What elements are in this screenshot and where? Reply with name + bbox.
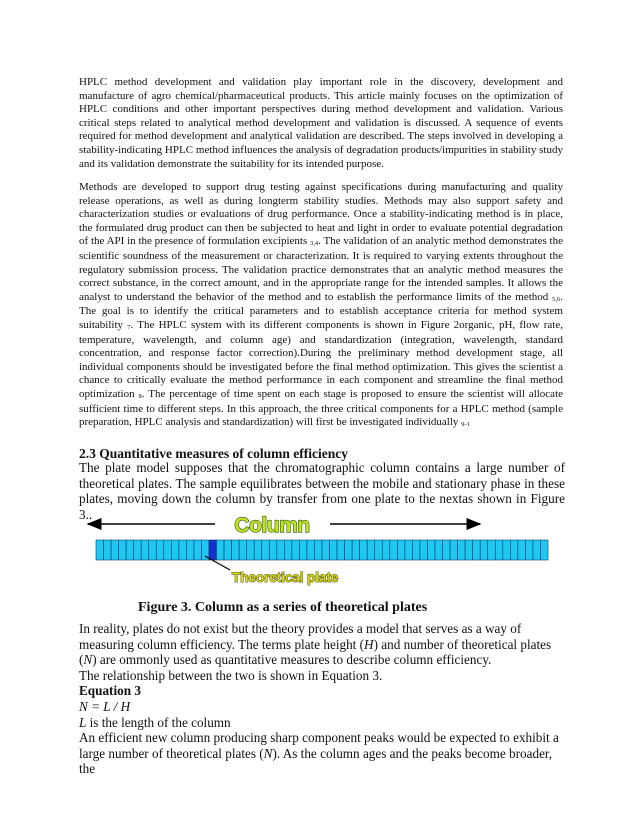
section-heading: 2.3 Quantitative measures of column efficiency bbox=[79, 446, 348, 461]
theoretical-plate bbox=[488, 540, 496, 560]
theoretical-plate bbox=[232, 540, 240, 560]
theoretical-plate bbox=[262, 540, 270, 560]
theoretical-plate bbox=[495, 540, 503, 560]
text-run: . The validation of an analytic method demonstrates the scientific soundness of the measurement or characterization. It is required to varying extents throughout the regulatory submission process. The validation practice demonstrates that an analytic method measures the correct substance, in the correct amount, and in the appropriate range for the intended samples. It allows the analyst to understand the behavior of the method and to establish the performance limits of the method bbox=[79, 235, 563, 303]
theoretical-plate bbox=[412, 540, 420, 560]
theoretical-plate bbox=[375, 540, 383, 560]
theoretical-plate bbox=[450, 540, 458, 560]
theoretical-plate bbox=[360, 540, 368, 560]
theoretical-plate bbox=[284, 540, 292, 560]
equation-label: Equation 3 bbox=[79, 683, 141, 699]
theoretical-plate bbox=[104, 540, 112, 560]
theoretical-plate bbox=[322, 540, 330, 560]
theoretical-plate bbox=[382, 540, 390, 560]
theoretical-plate bbox=[458, 540, 466, 560]
theoretical-plate bbox=[465, 540, 473, 560]
theoretical-plate bbox=[420, 540, 428, 560]
theoretical-plate bbox=[134, 540, 142, 560]
column-title: Column bbox=[234, 514, 310, 537]
text-run: . The HPLC system with its different components is shown in Figure 2organic, pH, flow rate, temperature, wavelength, and column age) and standardization (integration, wavelength, standard concentration, and response factor correction).During the preliminary method development stage, all individual components should be investigated before the final method optimization. This gives the scientist a chance to critically evaluate the method performance in each component and streamline the final method optimization bbox=[79, 318, 563, 400]
theoretical-plate bbox=[518, 540, 526, 560]
theoretical-plate-highlight bbox=[209, 540, 217, 560]
theoretical-plate bbox=[164, 540, 172, 560]
text-line: In reality, plates do not exist but the theory provides a model that serves as a way of measuring column efficiency. The terms plate height (H) and number of theoretical plates (N) are ommonly used as quantitative measures to describe column efficiency. bbox=[79, 621, 552, 668]
theoretical-plate bbox=[503, 540, 511, 560]
theoretical-plate bbox=[141, 540, 149, 560]
theoretical-plate bbox=[96, 540, 104, 560]
theoretical-plate bbox=[292, 540, 300, 560]
theoretical-plate bbox=[156, 540, 164, 560]
paragraph-intro: HPLC method development and validation play important role in the discovery, development and manufacture of agro chemical/pharmaceutical products. This article mainly focuses on the optimization of HPLC conditions and other important perspectives during method development and validation. Various critical steps related to analytical method development and validation is discussed. A sequence of events required for method development and analytical validation are described. The steps involved in developing a stability-indicating HPLC method influences the analysis of degradation products/impurities in stability study and its validation demonstrate the suitability for its intended purpose. bbox=[79, 76, 563, 170]
citation-ref: 3,4 bbox=[310, 240, 319, 248]
theoretical-plate bbox=[352, 540, 360, 560]
theoretical-plate bbox=[269, 540, 277, 560]
paragraph-efficiency bbox=[79, 621, 565, 777]
theoretical-plate bbox=[480, 540, 488, 560]
theoretical-plate bbox=[119, 540, 127, 560]
theoretical-plate bbox=[149, 540, 157, 560]
theoretical-plate bbox=[224, 540, 232, 560]
theoretical-plate bbox=[186, 540, 194, 560]
theoretical-plate bbox=[345, 540, 353, 560]
theoretical-plate bbox=[337, 540, 345, 560]
theoretical-plate bbox=[277, 540, 285, 560]
theoretical-plate bbox=[171, 540, 179, 560]
citation-ref: 8 bbox=[138, 392, 142, 400]
figure-caption: Figure 3. Column as a series of theoretical plates bbox=[138, 600, 428, 615]
theoretical-plate bbox=[126, 540, 134, 560]
theoretical-plate-label: Theoretical plate bbox=[231, 569, 339, 585]
theoretical-plate bbox=[239, 540, 247, 560]
plate-row bbox=[96, 540, 548, 560]
theoretical-plate bbox=[254, 540, 262, 560]
theoretical-plate bbox=[194, 540, 202, 560]
theoretical-plate bbox=[179, 540, 187, 560]
citation-ref: 5,6 bbox=[552, 295, 561, 303]
equation: N = L / H bbox=[79, 698, 131, 714]
paragraph-plate-model: The plate model supposes that the chromatographic column contains a large number of theoretical plates. The sample equilibrates between the mobile and stationary phase in these plates, moving down the column by transfer from one plate to the nextas shown in Figure 3.. bbox=[79, 460, 565, 522]
theoretical-plate bbox=[533, 540, 541, 560]
theoretical-plate bbox=[540, 540, 548, 560]
theoretical-plate bbox=[397, 540, 405, 560]
theoretical-plate bbox=[510, 540, 518, 560]
theoretical-plate bbox=[390, 540, 398, 560]
citation-ref: 9-1 bbox=[461, 421, 470, 429]
theoretical-plate bbox=[307, 540, 315, 560]
citation-ref: 7 bbox=[127, 323, 131, 331]
theoretical-plate bbox=[314, 540, 322, 560]
theoretical-plate bbox=[247, 540, 255, 560]
text-run: Methods are developed to support drug testing against specifications during manufacturing and quality release operations, as well as during longterm stability studies. Methods may also support safety and characterization studies or evaluations of drug performance. Once a stability-indicating method is in place, the formulated drug product can then be subjected to heat and light in order to evaluate potential degradation of the API in the presence of formulation excipients bbox=[79, 181, 563, 248]
theoretical-plate bbox=[330, 540, 338, 560]
theoretical-plate bbox=[443, 540, 451, 560]
text-line: The relationship between the two is shown in Equation 3. bbox=[79, 667, 383, 683]
theoretical-plate bbox=[427, 540, 435, 560]
theoretical-plate bbox=[405, 540, 413, 560]
theoretical-plate bbox=[111, 540, 119, 560]
theoretical-plate bbox=[217, 540, 225, 560]
text-run: . The percentage of time spent on each stage is proposed to ensure the scientist will allocate sufficient time to different steps. In this approach, the three critical components for a HPLC method (sample preparation, HPLC analysis and standardization) will first be investigated individually bbox=[79, 387, 564, 429]
text-line: An efficient new column producing sharp component peaks would be expected to exhibit a large number of theoretical plates (N). As the column ages and the peaks become broader, the bbox=[79, 730, 559, 777]
theoretical-plate bbox=[299, 540, 307, 560]
theoretical-plate bbox=[435, 540, 443, 560]
theoretical-plate bbox=[473, 540, 481, 560]
theoretical-plate bbox=[367, 540, 375, 560]
text-run: . The goal is to identify the critical parameters and to establish acceptance criteria for method system suitability bbox=[79, 290, 563, 331]
theoretical-plate bbox=[525, 540, 533, 560]
column-figure bbox=[80, 508, 564, 588]
text-line: L is the length of the column bbox=[79, 714, 231, 730]
paragraph-methods bbox=[79, 181, 563, 431]
